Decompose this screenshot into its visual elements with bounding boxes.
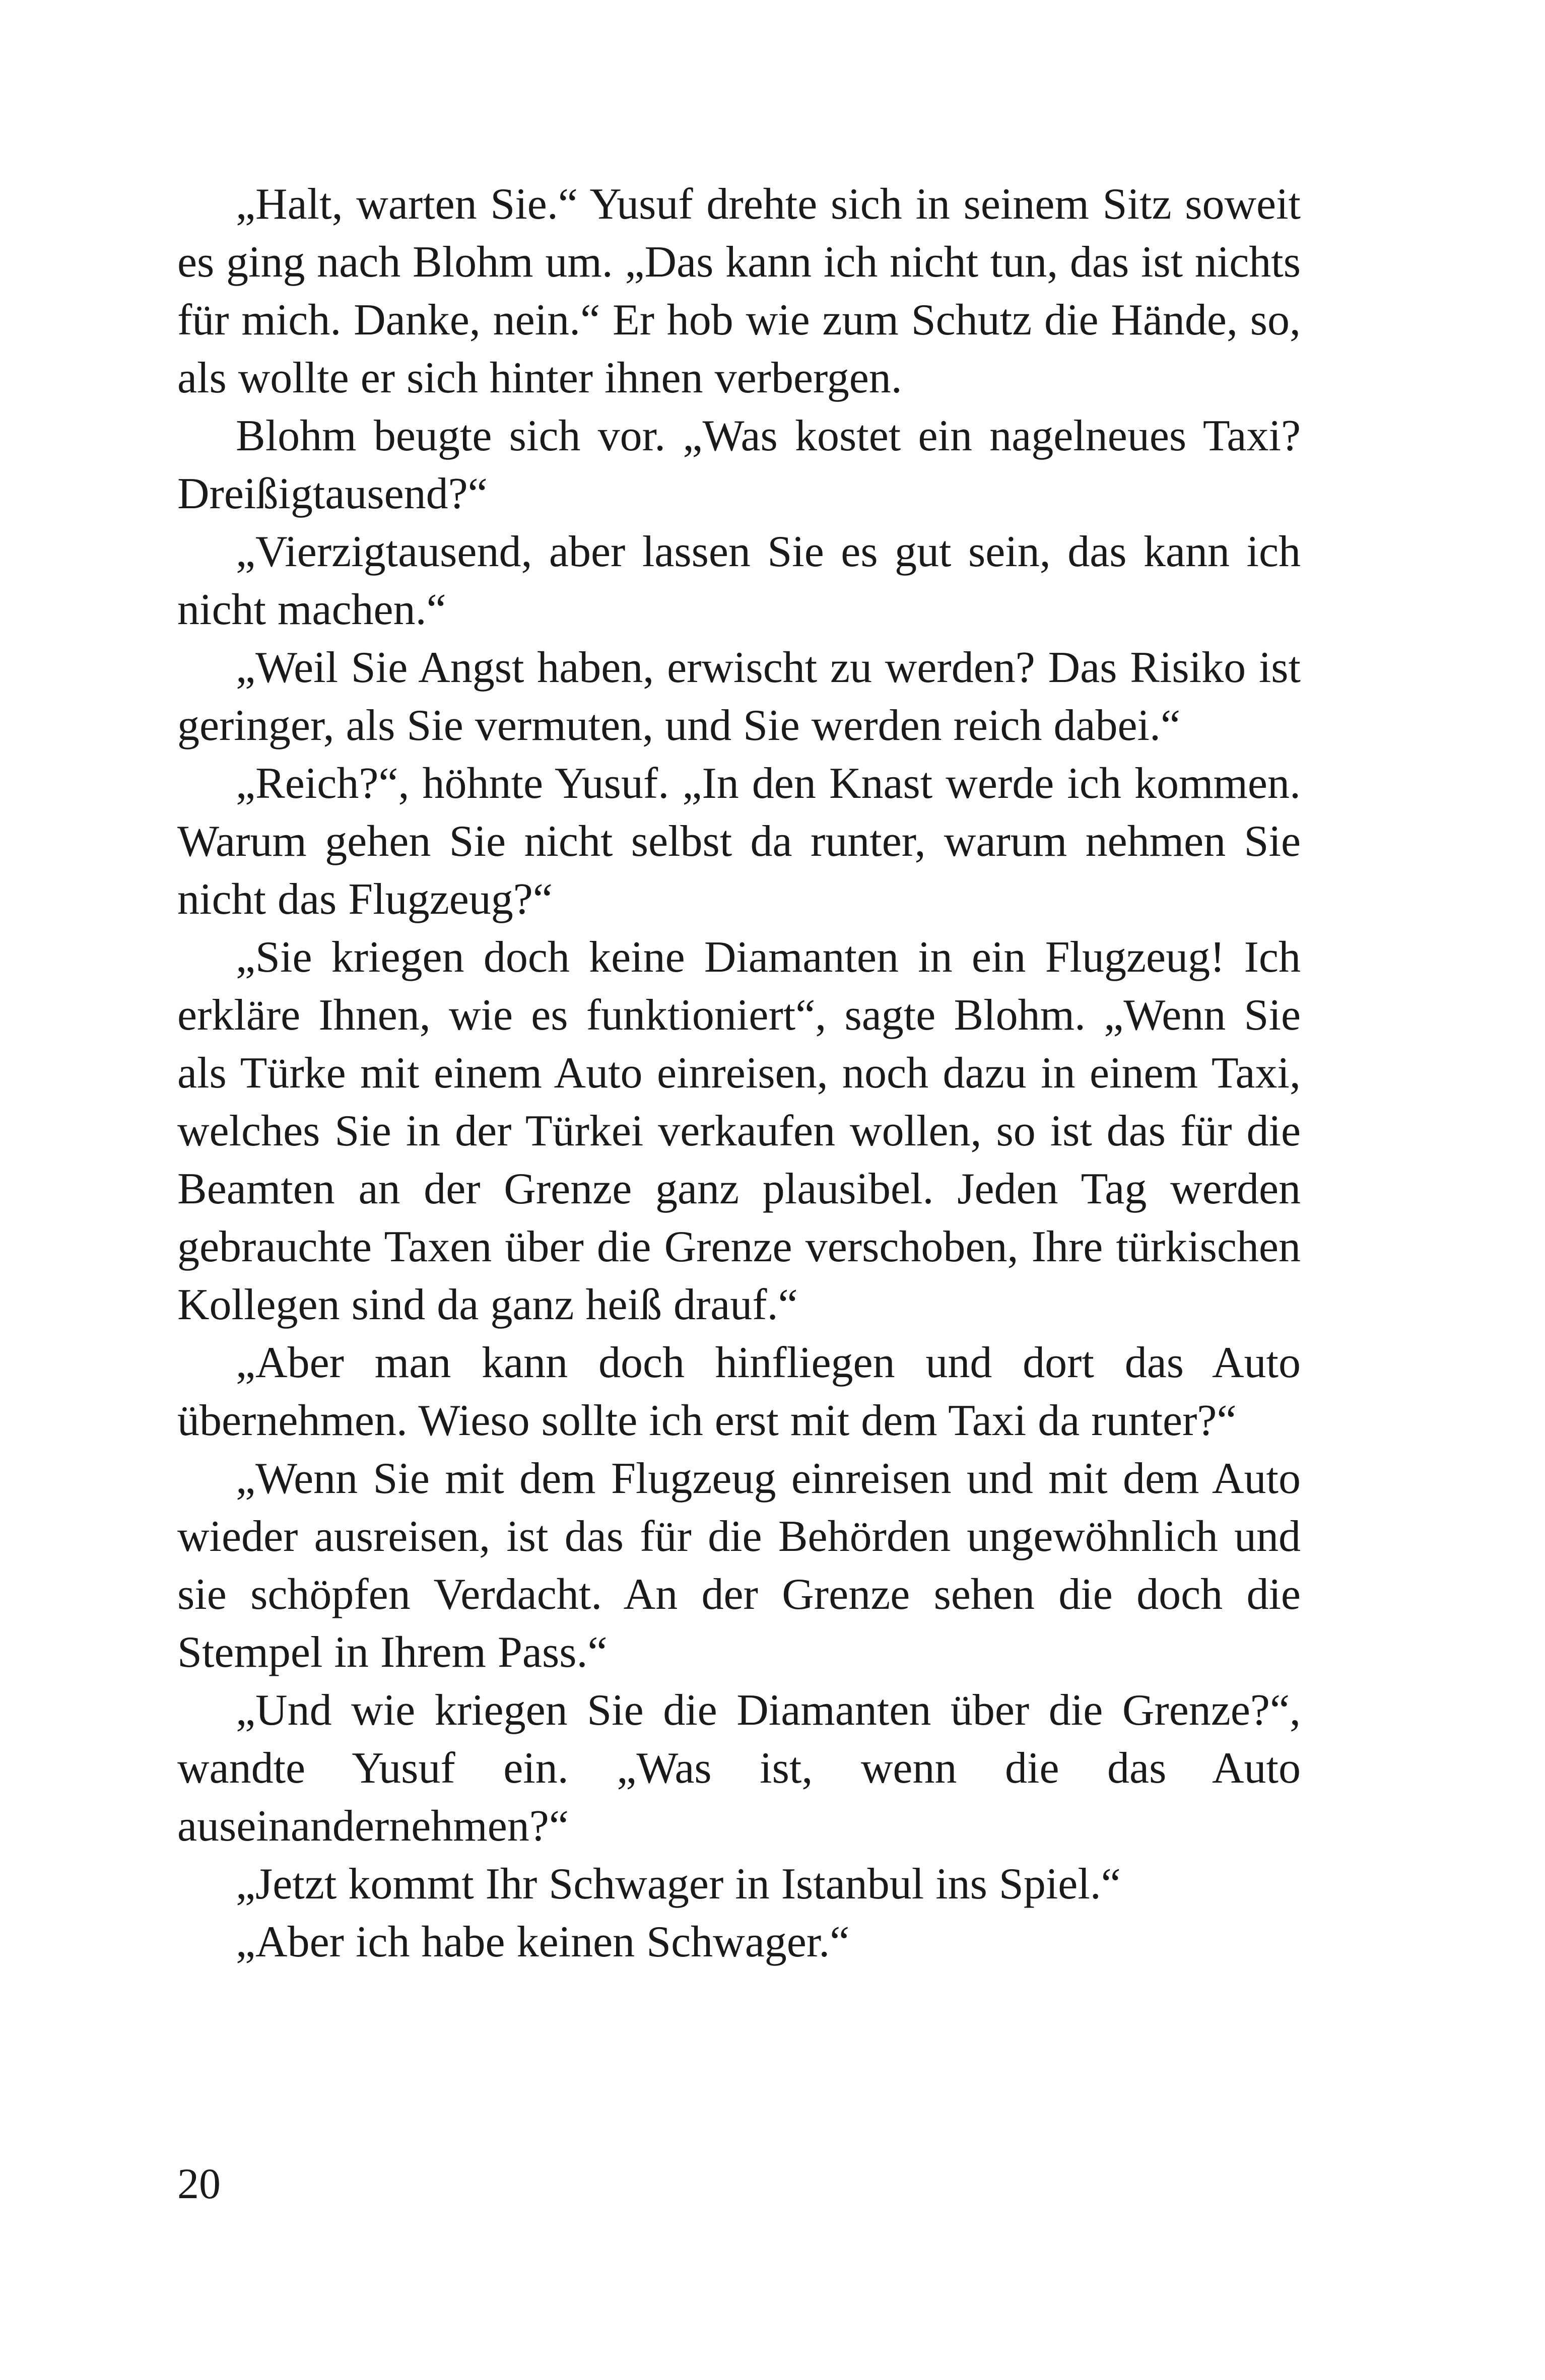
paragraph-8: „Wenn Sie mit dem Flugzeug einreisen und mit dem Auto wieder ausreisen, ist das für die Behörden ungewöhnlich und sie schöpfen Verdacht. An der Grenze sehen die doch die Stempel in Ihrem Pass.“: [177, 1454, 1301, 1677]
paragraph-6: „Sie kriegen doch keine Diamanten in ein Flugzeug! Ich erkläre Ihnen, wie es funktioniert“, sagte Blohm. „Wenn Sie als Türke mit einem Auto einreisen, noch dazu in einem Taxi, welches Sie in der Türkei verkaufen wollen, so ist das für die Beamten an der Grenze ganz plausibel. Jeden Tag werden gebrauchte Taxen über die Grenze verschoben, Ihre türkischen Kollegen sind da ganz heiß drauf.“: [177, 933, 1301, 1329]
paragraph-7: „Aber man kann doch hinfliegen und dort das Auto übernehmen. Wieso sollte ich erst mit dem Taxi da runter?“: [177, 1338, 1301, 1445]
paragraph-2: Blohm beugte sich vor. „Was kostet ein nagelneues Taxi? Dreißigtausend?“: [177, 412, 1301, 518]
paragraph-1: „Halt, warten Sie.“ Yusuf drehte sich in seinem Sitz soweit es ging nach Blohm um. „Das kann ich nicht tun, das ist nichts für mich. Danke, nein.“ Er hob wie zum Schutz die Hände, so, als wollte er sich hinter ihnen verbergen.: [177, 180, 1301, 402]
paragraph-3: „Vierzigtausend, aber lassen Sie es gut sein, das kann ich nicht machen.“: [177, 527, 1301, 634]
paragraph-5: „Reich?“, höhnte Yusuf. „In den Knast werde ich kommen. Warum gehen Sie nicht selbst da runter, warum nehmen Sie nicht das Flugzeug?“: [177, 759, 1301, 924]
paragraph-10: „Jetzt kommt Ihr Schwager in Istanbul ins Spiel.“: [236, 1860, 1121, 1909]
page-number: 20: [177, 2159, 221, 2208]
body-text: [177, 175, 1301, 1971]
paragraph-9: „Und wie kriegen Sie die Diamanten über die Grenze?“, wandte Yusuf ein. „Was ist, wenn die das Auto auseinandernehmen?“: [177, 1686, 1301, 1851]
paragraph-11: „Aber ich habe keinen Schwager.“: [236, 1918, 850, 1966]
paragraph-4: „Weil Sie Angst haben, erwischt zu werden? Das Risiko ist geringer, als Sie vermuten, und Sie werden reich dabei.“: [177, 643, 1301, 750]
